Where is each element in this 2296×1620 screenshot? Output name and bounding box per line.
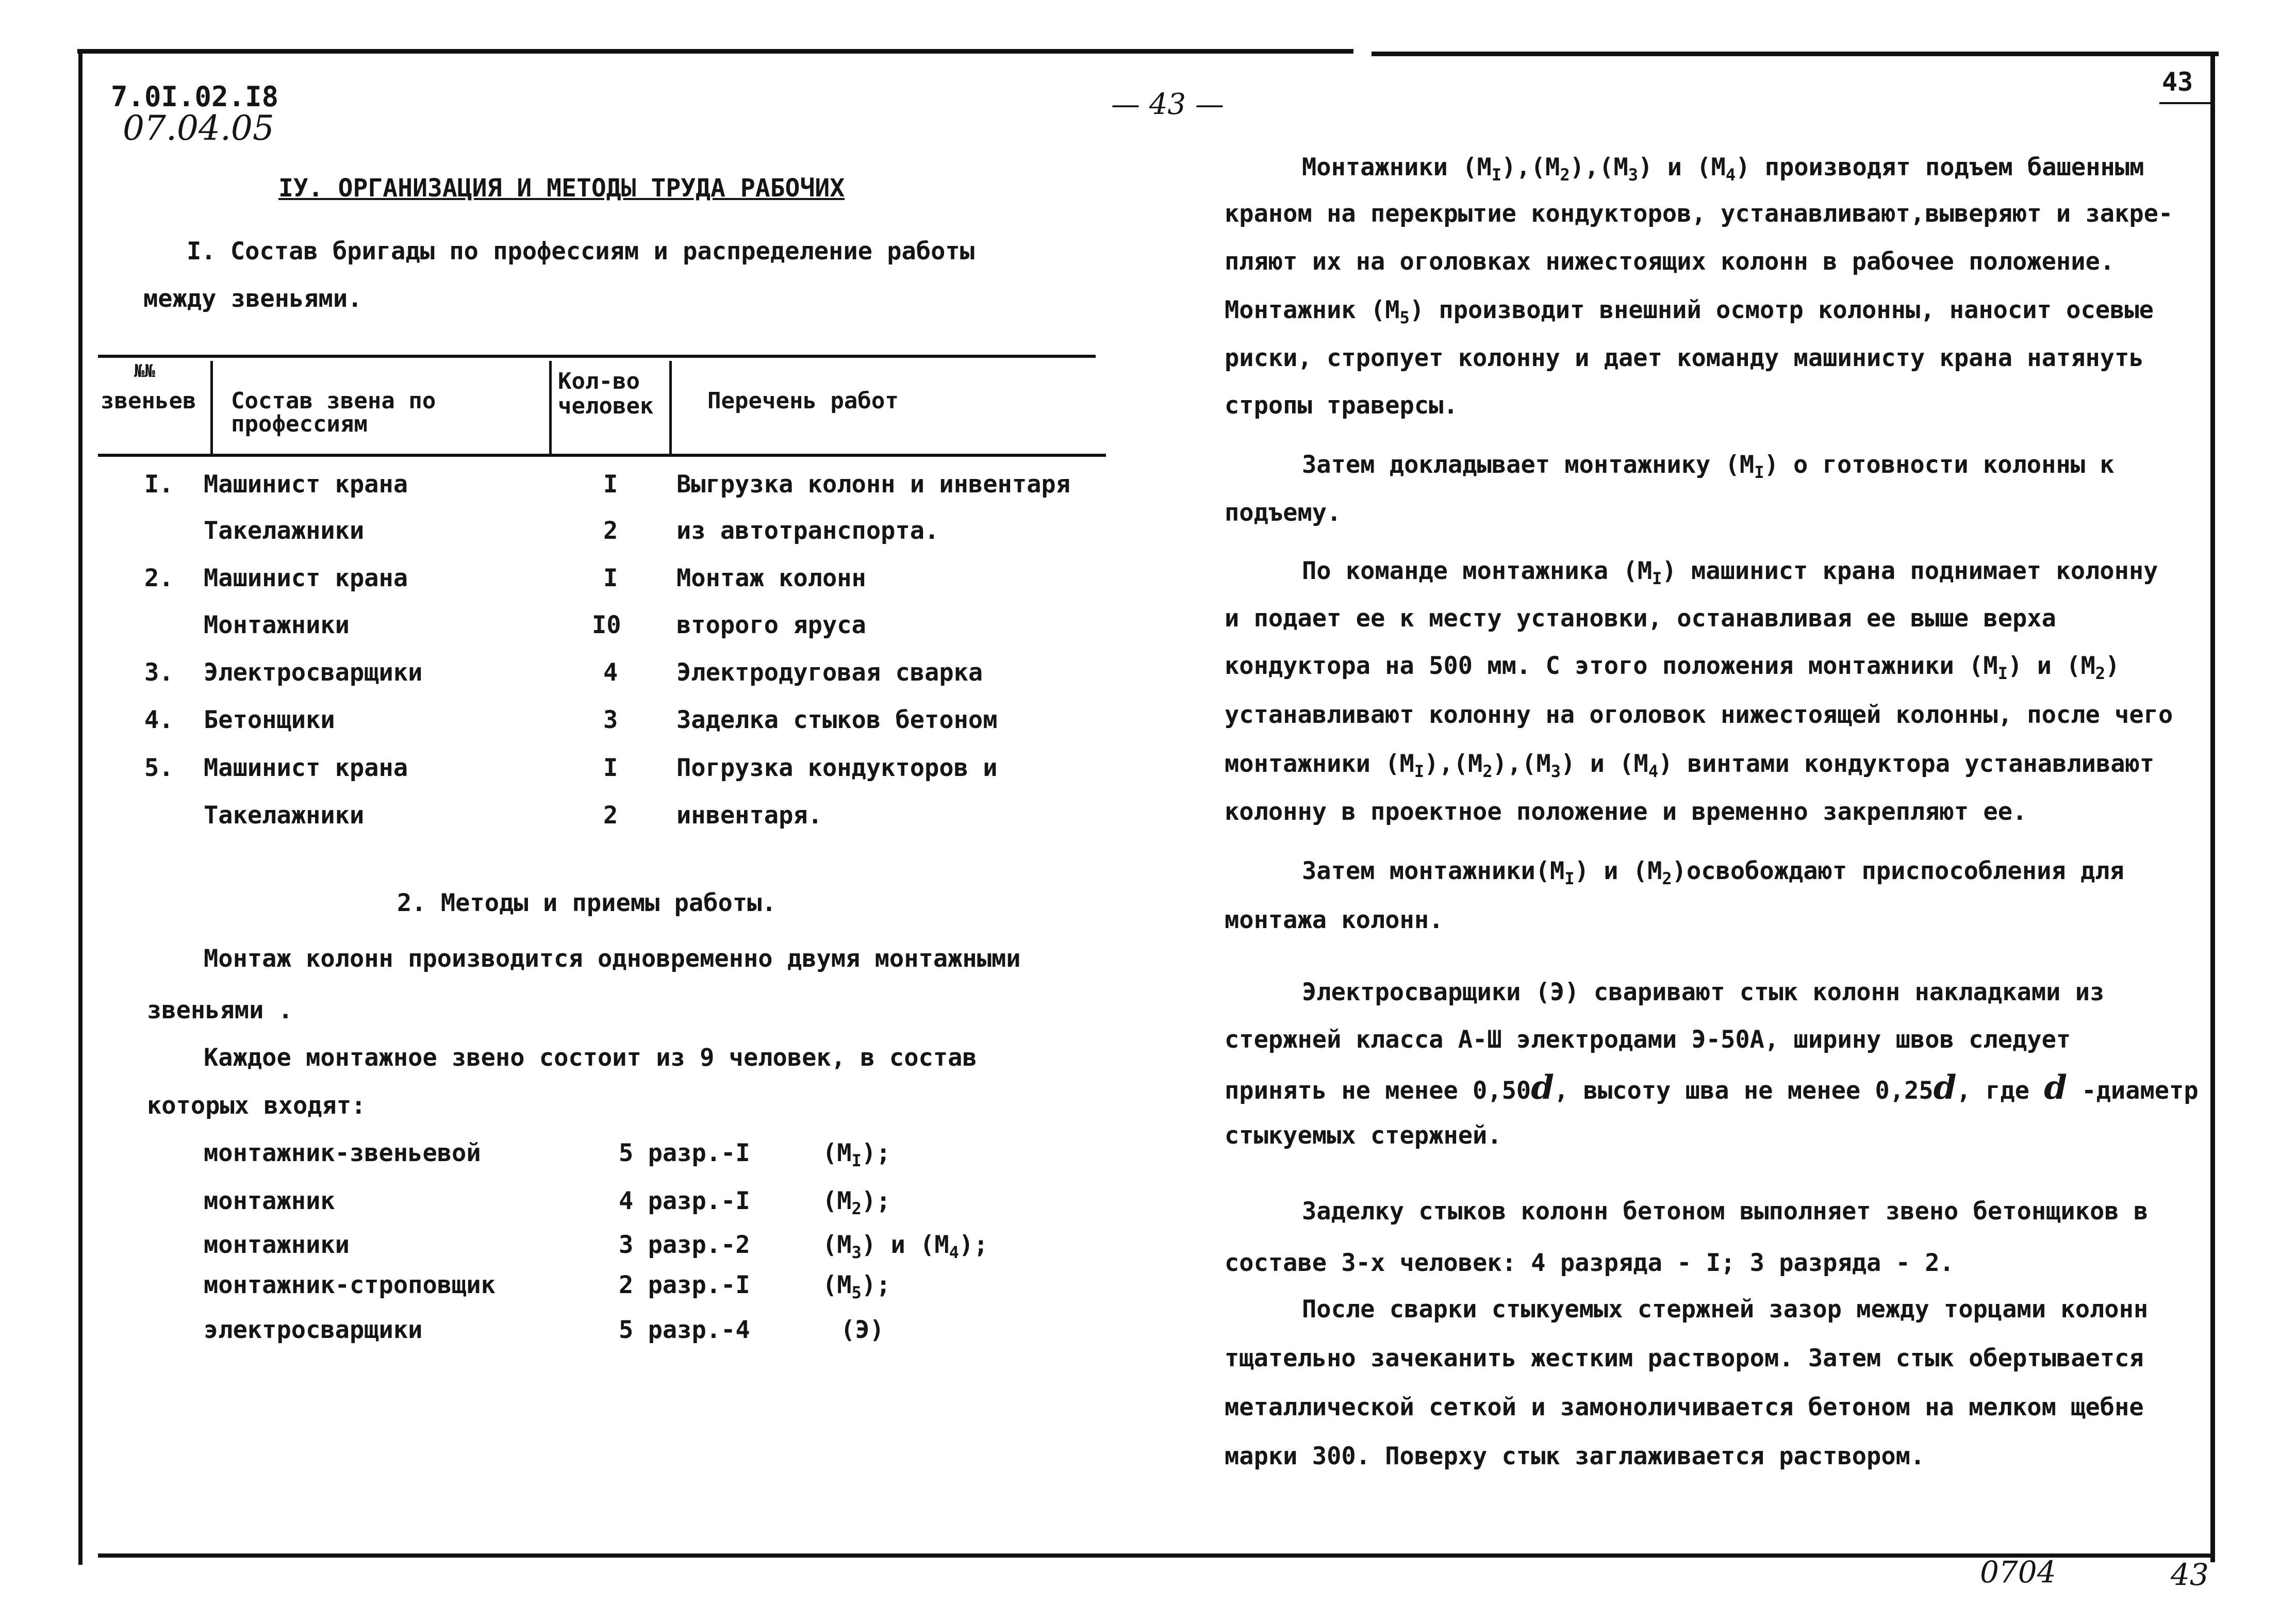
- right-para-2-line-2: подъему.: [1225, 499, 1342, 527]
- table-divider-3: [669, 361, 672, 454]
- table-row-count: I: [603, 564, 618, 592]
- table-header-composition-1: Состав звена по: [231, 388, 436, 414]
- page-number-corner: 43: [2162, 67, 2193, 97]
- crew-grade: 3 разр.-2: [619, 1231, 750, 1259]
- crew-grade: 4 разр.-I: [619, 1187, 750, 1215]
- right-para-1-line-6: стропы траверсы.: [1225, 391, 1458, 420]
- crew-role: монтажник: [204, 1187, 335, 1215]
- table-header-count-1: Кол-во: [558, 368, 640, 394]
- table-header-rule: [98, 454, 1106, 457]
- table-row-num: I.: [144, 470, 174, 499]
- table-row-count: 3: [603, 706, 618, 734]
- table-row-works: Заделка стыков бетоном: [676, 706, 998, 734]
- para-1-line-2: звеньями .: [147, 996, 293, 1024]
- table-row-count: I: [603, 470, 618, 499]
- table-row-count: 2: [603, 517, 618, 545]
- para-2-line-2: которых входят:: [147, 1092, 366, 1120]
- right-para-7-line-3: металлической сеткой и замоноличивается бетоном на мелком щебне: [1225, 1393, 2144, 1421]
- right-para-5-line-1: Электросварщики (Э) сваривают стык колонн накладками из: [1302, 978, 2105, 1006]
- page-number-center: — 43 —: [1111, 88, 1224, 121]
- table-row-count: I0: [592, 611, 621, 639]
- table-row-num: 2.: [144, 564, 174, 592]
- right-para-6-line-2: составе 3-х человек: 4 разряда - I; 3 разряда - 2.: [1225, 1249, 1954, 1277]
- frame-right: [2210, 52, 2215, 1562]
- right-para-3-line-1: По команде монтажника $(М_I)$ машинист крана поднимает колонну: [1302, 557, 2158, 588]
- table-header-num: звеньев: [101, 388, 196, 414]
- table-row-composition: Машинист крана: [204, 470, 408, 499]
- right-para-7-line-2: тщательно зачеканить жестким раствором. Затем стык обертывается: [1225, 1344, 2144, 1373]
- crew-mark: $(М_2)$;: [822, 1187, 891, 1218]
- doc-code: 7.0I.02.I8: [111, 80, 279, 113]
- table-row-works: Монтаж колонн: [676, 564, 866, 592]
- table-header-works: Перечень работ: [707, 388, 899, 414]
- table-row-composition: Такелажники: [204, 517, 365, 545]
- table-row-composition: Бетонщики: [204, 706, 335, 734]
- right-para-1-line-4: Монтажник $(М_5)$ производит внешний осмотр колонны, наносит осевые: [1225, 296, 2154, 327]
- crew-grade: 5 разр.-4: [619, 1316, 750, 1344]
- subsection-1-line-1: I. Состав бригады по профессиям и распределение работы: [187, 237, 975, 266]
- frame-top-left: [77, 49, 1353, 54]
- right-para-1-line-3: пляют их на оголовках нижестоящих колонн в рабочее положение.: [1225, 247, 2115, 276]
- right-para-4-line-2: монтажа колонн.: [1225, 906, 1444, 934]
- right-para-2-line-1: Затем докладывает монтажнику $(М_I)$ о готовности колонны к: [1302, 451, 2115, 482]
- crew-role: монтажник-строповщик: [204, 1271, 495, 1299]
- table-row-works: Погрузка кондукторов и: [676, 754, 998, 782]
- frame-top-right: [1372, 52, 2219, 56]
- frame-left: [78, 49, 82, 1565]
- table-row-works: из автотранспорта.: [676, 517, 939, 545]
- para-2-line-1: Каждое монтажное звено состоит из 9 человек, в состав: [204, 1044, 977, 1072]
- table-row-count: 4: [603, 658, 618, 687]
- table-header-composition-2: профессиям: [231, 411, 368, 437]
- table-row-num: 3.: [144, 658, 174, 687]
- table-header-num-symbol: №№: [134, 361, 155, 382]
- page-number-underline: [2159, 102, 2214, 104]
- crew-mark: (Э): [840, 1316, 884, 1344]
- right-para-4-line-1: Затем $монтажники(М_I)$ и $(М_2)освобождают$ приспособления для: [1302, 857, 2124, 888]
- doc-code-handwritten: 07.04.05: [123, 108, 274, 148]
- right-para-3-line-6: колонну в проектное положение и временно закрепляют ее.: [1225, 798, 2027, 826]
- footer-page: 43: [2171, 1557, 2209, 1592]
- table-row-works: Выгрузка колонн и инвентаря: [676, 470, 1071, 499]
- right-para-1-line-1: Монтажники $(М_I),(М_2),(М_3)$ и $(М_4)$ производят подъем башенным: [1302, 153, 2144, 185]
- right-para-5-line-4: стыкуемых стержней.: [1225, 1121, 1502, 1150]
- crew-role: монтажник-звеньевой: [204, 1139, 481, 1167]
- subsection-2-title: 2. Методы и приемы работы.: [397, 889, 777, 917]
- right-para-1-line-5: риски, стропует колонну и дает команду машинисту крана натянуть: [1225, 344, 2144, 372]
- right-para-3-line-5: монтажники $(М_I),(М_2),(М_3)$ и $(М_4)$ винтами кондуктора устанавливают: [1225, 750, 2155, 781]
- table-row-composition: Такелажники: [204, 801, 365, 830]
- table-row-composition: Монтажники: [204, 611, 350, 639]
- right-para-3-line-2: и подает ее к месту установки, останавливая ее выше верха: [1225, 604, 2056, 633]
- table-header-count-2: человек: [558, 393, 654, 419]
- right-para-7-line-4: марки 300. Поверху стык заглаживается раствором.: [1225, 1442, 1925, 1470]
- table-row-num: 5.: [144, 754, 174, 782]
- crew-grade: 5 разр.-I: [619, 1139, 750, 1167]
- table-top-rule: [98, 355, 1096, 358]
- table-row-composition: Машинист крана: [204, 754, 408, 782]
- table-row-works: второго яруса: [676, 611, 866, 639]
- crew-grade: 2 разр.-I: [619, 1271, 750, 1299]
- table-row-count: I: [603, 754, 618, 782]
- crew-mark: $(М_5)$;: [822, 1271, 891, 1302]
- table-divider-1: [210, 361, 213, 454]
- crew-role: электросварщики: [204, 1316, 423, 1344]
- right-para-5-line-3: принять не менее 0,50d, высоту шва не менее 0,25d, где d -диаметр: [1225, 1068, 2199, 1107]
- frame-bottom: [98, 1553, 2212, 1558]
- right-para-5-line-2: стержней класса А-Ш электродами Э-50А, ширину швов следует: [1225, 1026, 2071, 1054]
- para-1-line-1: Монтаж колонн производится одновременно двумя монтажными: [204, 945, 1021, 973]
- right-para-3-line-4: устанавливают колонну на оголовок нижестоящей колонны, после чего: [1225, 701, 2173, 729]
- table-row-count: 2: [603, 801, 618, 830]
- footer-code: 0704: [1980, 1555, 2056, 1590]
- crew-role: монтажники: [204, 1231, 350, 1259]
- crew-mark: $(М_I)$;: [822, 1139, 891, 1170]
- right-para-7-line-1: После сварки стыкуемых стержней зазор между торцами колонн: [1302, 1295, 2149, 1324]
- right-para-1-line-2: краном на перекрытие кондукторов, устанавливают,выверяют и закре-: [1225, 200, 2173, 228]
- table-row-works: Электродуговая сварка: [676, 658, 983, 687]
- table-divider-2: [549, 361, 552, 454]
- crew-mark: $(М_3)$ и $(М_4)$;: [822, 1231, 988, 1262]
- table-row-works: инвентаря.: [676, 801, 822, 830]
- table-row-num: 4.: [144, 706, 174, 734]
- right-para-6-line-1: Заделку стыков колонн бетоном выполняет звено бетонщиков в: [1302, 1197, 2149, 1226]
- section-title: IУ. ОРГАНИЗАЦИЯ И МЕТОДЫ ТРУДА РАБОЧИХ: [278, 174, 845, 203]
- table-row-composition: Электросварщики: [204, 658, 423, 687]
- table-row-composition: Машинист крана: [204, 564, 408, 592]
- right-para-3-line-3: кондуктора на 500 мм. С этого положения монтажники $(М_I)$ и $(М_2)$: [1225, 652, 2120, 683]
- subsection-1-line-2: между звеньями.: [143, 285, 362, 313]
